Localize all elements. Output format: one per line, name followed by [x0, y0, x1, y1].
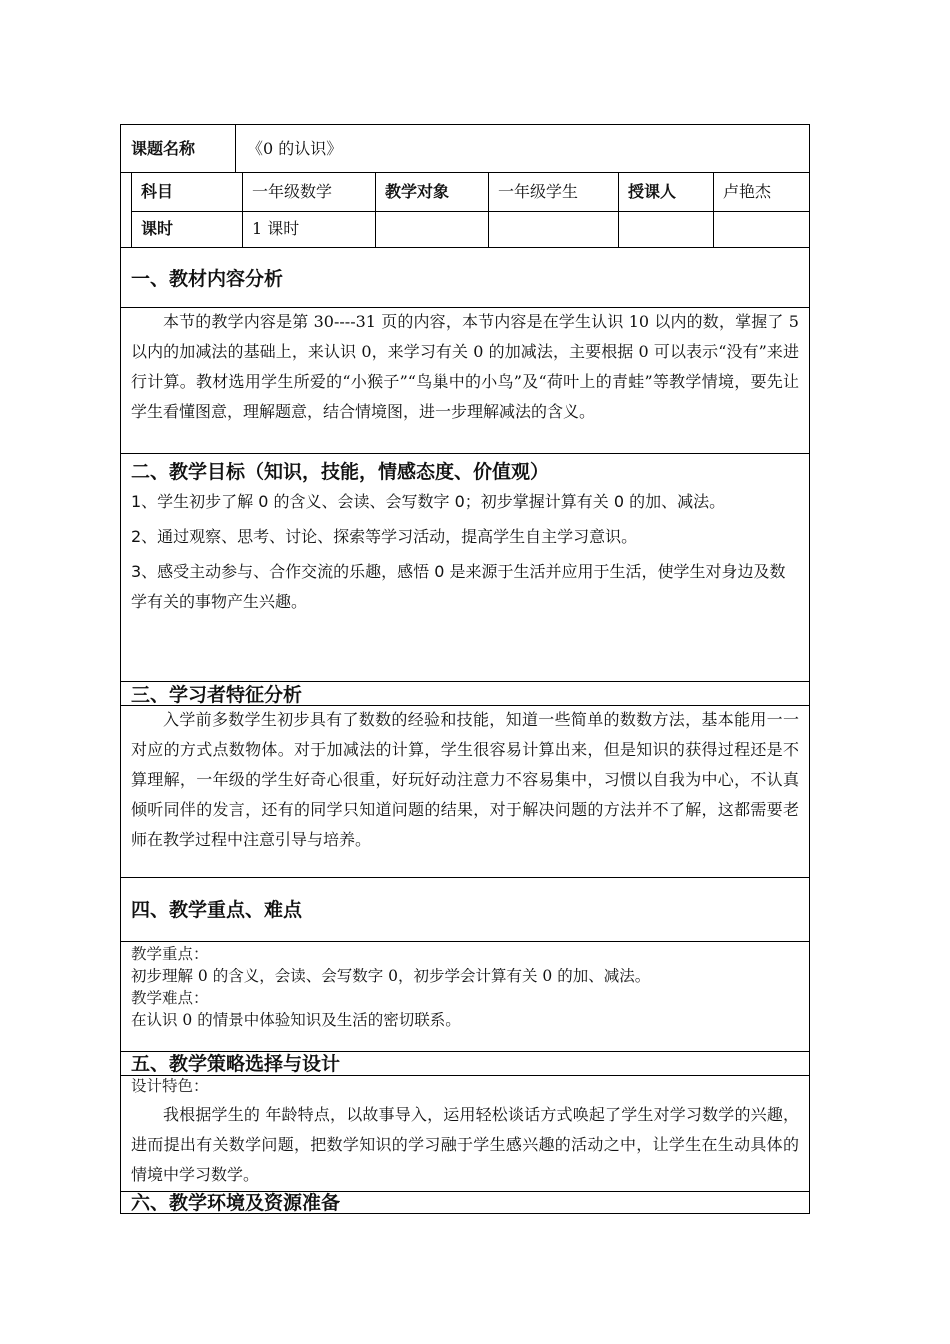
topic-label: 课题名称	[131, 139, 196, 158]
teacher-label: 授课人	[628, 182, 677, 201]
key-point-text: 初步理解 0 的含义，会读、会写数字 0，初步学会计算有关 0 的加、减法。	[131, 967, 651, 985]
objective-item: 2、通过观察、思考、讨论、探索等学习活动，提高学生自主学习意识。	[131, 527, 638, 546]
divider	[121, 453, 809, 454]
content-analysis-text: 本节的教学内容是第 30----31 页的内容，本节内容是在学生认识 10 以内的数，掌握了 5 以内的加减法的基础上，来认识 0，来学习有关 0 的加减法，主要根据 0 可以表示“没有”来进行计算。教材选用学生所爱的“小猴子”“鸟巢中的小鸟”及“荷叶上的青蛙”等教学情境，要先让学生看懂图意，理解题意，结合情境图，进一步理解减法的含义。	[131, 312, 799, 421]
subject-label: 科目	[141, 182, 174, 201]
divider	[131, 172, 132, 247]
difficulty-text: 在认识 0 的情景中体验知识及生活的密切联系。	[131, 1011, 461, 1029]
section-title-learner-analysis: 三、学习者特征分析	[131, 684, 303, 706]
key-points-block	[131, 943, 799, 1031]
divider	[375, 172, 376, 247]
section-title-content-analysis: 一、教材内容分析	[131, 268, 284, 290]
objective-item: 3、感受主动参与、合作交流的乐趣，感悟 0 是来源于生活并应用于生活，使学生对身边及数学有关的事物产生兴趣。	[131, 562, 786, 611]
objectives-list	[131, 487, 799, 617]
audience-value: 一年级学生	[498, 182, 579, 201]
subject-value: 一年级数学	[252, 182, 333, 201]
difficulty-label: 教学难点：	[131, 989, 209, 1007]
divider	[242, 172, 243, 247]
divider	[121, 247, 809, 248]
divider	[713, 172, 714, 247]
topic-value: 《0 的认识》	[247, 139, 343, 158]
divider	[488, 172, 489, 247]
objective-item: 1、学生初步了解 0 的含义、会读、会写数字 0；初步掌握计算有关 0 的加、减法。	[131, 492, 726, 511]
section-title-objectives: 二、教学目标（知识，技能，情感态度、价值观）	[131, 461, 550, 483]
period-label: 课时	[141, 219, 174, 238]
period-value: 1 课时	[252, 219, 300, 238]
divider	[121, 877, 809, 878]
strategy-text: 我根据学生的 年龄特点，以故事导入，运用轻松谈话方式唤起了学生对学习数学的兴趣，进而提出有关数学问题，把数学知识的学习融于学生感兴趣的活动之中，让学生在生动具体的情境中学习数学。	[131, 1105, 799, 1184]
audience-label: 教学对象	[385, 182, 450, 201]
divider	[618, 172, 619, 247]
teacher-value: 卢艳杰	[723, 182, 772, 201]
divider	[121, 681, 809, 682]
section-title-key-points: 四、教学重点、难点	[131, 899, 303, 921]
lesson-plan-table	[120, 124, 810, 1214]
key-point-label: 教学重点：	[131, 945, 209, 963]
divider	[121, 941, 809, 942]
learner-analysis-text: 入学前多数学生初步具有了数数的经验和技能，知道一些简单的数数方法，基本能用一一对应的方式点数物体。对于加减法的计算，学生很容易计算出来，但是知识的获得过程还是不算理解，一年级的学生好奇心很重，好玩好动注意力不容易集中，习惯以自我为中心，不认真倾听同伴的发言，还有的同学只知道问题的结果，对于解决问题的方法并不了解，这都需要老师在教学过程中注意引导与培养。	[131, 710, 799, 849]
design-feature-label: 设计特色：	[131, 1077, 209, 1095]
divider	[121, 172, 809, 173]
section-title-strategy: 五、教学策略选择与设计	[131, 1053, 341, 1075]
divider	[235, 125, 236, 172]
section-title-environment: 六、教学环境及资源准备	[131, 1192, 341, 1214]
divider	[131, 211, 809, 212]
